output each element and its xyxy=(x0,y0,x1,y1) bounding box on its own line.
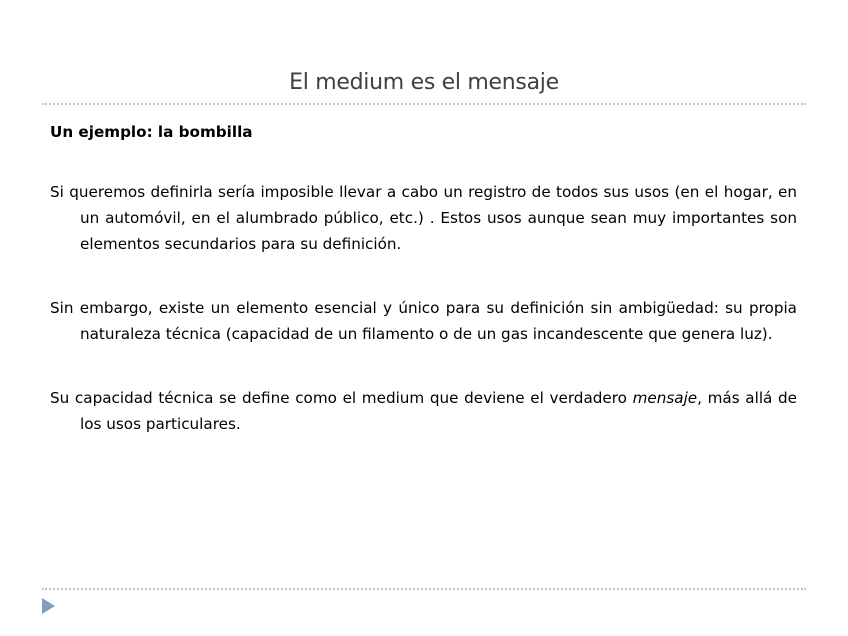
slide-body xyxy=(50,119,797,475)
paragraph-1: Si queremos definirla sería imposible llevar a cabo un registro de todos sus usos (en el hogar, en un automóvil, en el alumbrado público, etc.) . Estos usos aunque sean muy importantes son elementos secundarios para su definición. xyxy=(50,183,797,253)
title-divider xyxy=(42,103,806,105)
paragraph-3 xyxy=(50,385,797,437)
slide-title: El medium es el mensaje xyxy=(289,70,559,95)
paragraph-3-text-end: , más allá de los usos particulares. xyxy=(80,389,797,433)
slide-subtitle: Un ejemplo: la bombilla xyxy=(50,123,253,141)
paragraph-2: Sin embargo, existe un elemento esencial y único para su definición sin ambigüedad: su propia naturaleza técnica (capacidad de un filamento o de un gas incandescente que genera luz). xyxy=(50,299,797,343)
paragraph-3-text-start: Su capacidad técnica se define como el medium que deviene el verdadero xyxy=(50,389,633,407)
next-slide-triangle-icon[interactable] xyxy=(42,598,55,614)
paragraph-3-emphasis: mensaje xyxy=(632,389,698,407)
footer-divider xyxy=(42,588,806,590)
